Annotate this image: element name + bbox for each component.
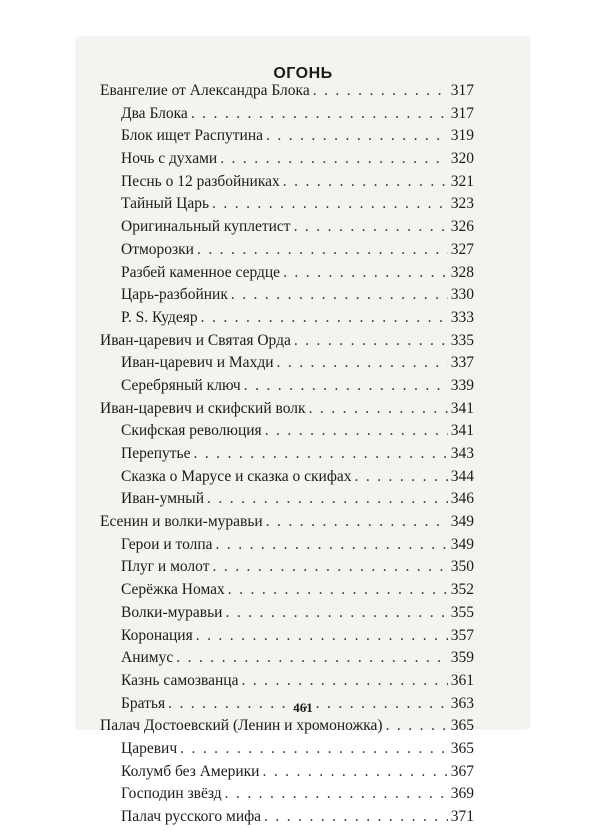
toc-entry-title: Евангелие от Александра Блока — [100, 82, 310, 99]
section-title: ОГОНЬ — [273, 65, 333, 82]
dot-leader — [193, 445, 447, 463]
toc-entry — [100, 717, 474, 740]
toc-entry — [100, 627, 474, 650]
toc-entry-page: 319 — [450, 127, 474, 145]
dot-leader — [220, 150, 448, 168]
dot-leader — [225, 604, 447, 622]
toc-entry — [100, 672, 474, 695]
toc-entry — [100, 286, 474, 309]
toc-entry-title: Иван-царевич и скифский волк — [100, 399, 306, 417]
dot-leader — [266, 513, 448, 531]
toc-entry-title: Разбей каменное сердце — [121, 263, 281, 281]
dot-leader — [207, 490, 448, 508]
toc-entry — [100, 218, 474, 241]
dot-leader — [309, 400, 448, 418]
toc-entry-page: 365 — [450, 717, 474, 735]
dot-leader — [225, 785, 448, 803]
dot-leader — [355, 468, 448, 486]
toc-entry-title: Господин звёзд — [121, 785, 222, 803]
toc-entry-title: Блок ищет Распутина — [121, 127, 264, 145]
dot-leader — [313, 82, 448, 100]
toc-entry-page: 317 — [450, 104, 474, 122]
toc-entry — [100, 558, 474, 581]
toc-entry — [100, 422, 474, 445]
toc-entry-page: 361 — [450, 671, 474, 689]
dot-leader — [197, 241, 448, 259]
toc-entry-title: Коронация — [121, 626, 193, 644]
toc-entry-page: 320 — [450, 150, 474, 168]
dot-leader — [294, 332, 448, 350]
toc-entry-title: Анимус — [121, 649, 174, 667]
toc-entry-page: 323 — [450, 195, 474, 213]
toc-entry-page: 341 — [450, 422, 474, 440]
toc-entry — [100, 354, 474, 377]
toc-entry-page: 355 — [450, 603, 474, 621]
dot-leader — [294, 218, 448, 236]
dot-leader — [191, 105, 448, 123]
toc-entry-page: 337 — [450, 354, 474, 372]
toc-entry-page: 346 — [450, 490, 474, 508]
toc-entry — [100, 150, 474, 173]
toc-entry — [100, 173, 474, 196]
toc-entry-title: Палач Достоевский (Ленин и хромоножка) — [100, 717, 383, 735]
toc-entry — [100, 105, 474, 128]
dot-leader — [228, 581, 448, 599]
toc-entry-page: 328 — [450, 263, 474, 281]
toc-entry-page: 317 — [450, 82, 474, 99]
dot-leader — [264, 808, 448, 826]
toc-entry-title: Плуг и молот — [121, 558, 210, 576]
toc-entry-page: 333 — [450, 308, 474, 326]
toc-entry — [100, 808, 474, 831]
toc-entry-page: 321 — [450, 172, 474, 190]
toc-entry-title: Ночь с духами — [121, 150, 218, 168]
dot-leader — [176, 649, 448, 667]
toc-entry-title: Иван-царевич и Святая Орда — [100, 331, 291, 349]
toc-entry — [100, 241, 474, 264]
toc-entry-page: 365 — [450, 739, 474, 757]
toc-entry-page: 350 — [450, 558, 474, 576]
toc-entry — [100, 445, 474, 468]
dot-leader — [283, 264, 448, 282]
toc-entry-page: 363 — [450, 694, 474, 712]
toc-entry-page: 352 — [450, 581, 474, 599]
toc-entry — [100, 377, 474, 400]
toc-entry-page: 330 — [450, 286, 474, 304]
toc-entry-title: Царевич — [121, 739, 178, 757]
toc-entry — [100, 649, 474, 672]
toc-entry-title: Два Блока — [121, 104, 188, 122]
toc-entry-page: 343 — [450, 445, 474, 462]
dot-leader — [244, 377, 448, 395]
book-page — [77, 38, 529, 825]
dot-leader — [216, 536, 448, 554]
toc-entry — [100, 127, 474, 150]
toc-entry — [100, 332, 474, 355]
toc-entry — [100, 400, 474, 423]
toc-entry-title: Скифская революция — [121, 422, 262, 440]
toc-entry-title: Сказка о Марусе и сказка о скифах — [121, 467, 352, 485]
dot-leader — [265, 422, 448, 440]
toc-entry-page: 357 — [450, 626, 474, 644]
toc-entry — [100, 468, 474, 491]
dot-leader — [386, 717, 448, 735]
toc-entry-title: Царь-разбойник — [121, 286, 228, 304]
dot-leader — [212, 195, 448, 213]
toc-entry-page: 327 — [450, 240, 474, 258]
toc-entry-title: Казнь самозванца — [121, 671, 239, 689]
toc-entry-page: 349 — [450, 535, 474, 553]
toc-entry-page: 369 — [450, 785, 474, 803]
toc-entry-title: Иван-царевич и Махди — [121, 354, 274, 372]
toc-entry-title: Волки-муравьи — [121, 603, 223, 621]
toc-entry-title: Колумб без Америки — [121, 762, 260, 780]
dot-leader — [196, 627, 448, 645]
toc-entry-title: Песнь о 12 разбойниках — [121, 172, 280, 190]
toc-entry-page: 339 — [450, 376, 474, 394]
toc-entry — [100, 581, 474, 604]
toc-entry-page: 349 — [450, 513, 474, 531]
toc-entry-page: 359 — [450, 649, 474, 667]
toc-entry — [100, 763, 474, 786]
toc-entry-page: 367 — [450, 762, 474, 780]
dot-leader — [241, 672, 447, 690]
toc-entry-title: Тайный Царь — [121, 195, 210, 213]
toc-entry — [100, 82, 474, 105]
toc-entry — [100, 513, 474, 536]
toc-entry — [100, 195, 474, 218]
toc-entry-title: Есенин и волки-муравьи — [100, 513, 263, 531]
page-number: 461 — [293, 700, 313, 715]
toc-entry-page: 371 — [450, 808, 474, 825]
toc-entry — [100, 490, 474, 513]
toc-entry — [100, 309, 474, 332]
toc-entry-title: Братья — [121, 694, 166, 712]
toc-entry — [100, 264, 474, 287]
dot-leader — [277, 354, 448, 372]
dot-leader — [283, 173, 448, 191]
toc-entry-title: Отморозки — [121, 240, 194, 258]
toc-entry-title: Оригинальный куплетист — [121, 218, 291, 236]
dot-leader — [262, 763, 447, 781]
dot-leader — [231, 286, 448, 304]
toc-entry-title: Палач русского мифа — [121, 808, 262, 825]
table-of-contents — [100, 82, 474, 831]
toc-entry-page: 335 — [450, 331, 474, 349]
toc-entry-title: Серёжка Номах — [121, 581, 225, 599]
dot-leader — [266, 127, 448, 145]
toc-entry-page: 341 — [450, 399, 474, 417]
toc-entry-title: Иван-умный — [121, 490, 205, 508]
toc-entry — [100, 604, 474, 627]
toc-entry — [100, 785, 474, 808]
toc-entry-page: 326 — [450, 218, 474, 236]
toc-entry-title: Серебряный ключ — [121, 376, 241, 394]
dot-leader — [213, 558, 448, 576]
toc-entry-page: 344 — [450, 467, 474, 485]
toc-entry-title: Герои и толпа — [121, 535, 213, 553]
toc-entry-title: P. S. Кудеяр — [121, 308, 198, 326]
dot-leader — [201, 309, 448, 327]
toc-entry — [100, 740, 474, 763]
toc-entry — [100, 536, 474, 559]
dot-leader — [180, 740, 448, 758]
toc-entry-title: Перепутье — [121, 445, 191, 462]
